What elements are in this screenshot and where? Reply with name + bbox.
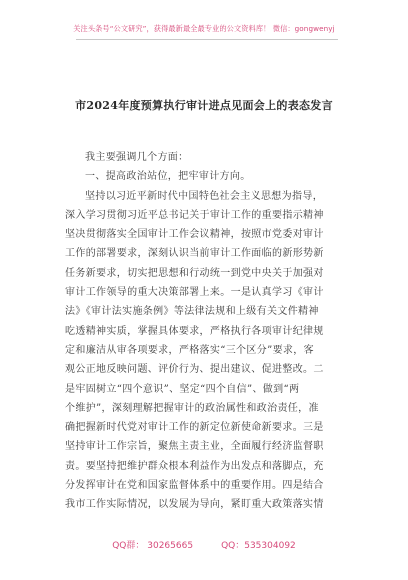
body-line: 一、提高政治站位，把牢审计方向。 — [85, 171, 251, 183]
footer-qq-group: QQ群： 30265665 — [112, 541, 194, 551]
body-line: 观公正地反映问题、评价行为、提出建议、促进整改。二 — [65, 364, 324, 376]
body-line: 我主要强调几个方面： — [85, 152, 189, 163]
footer — [0, 538, 408, 551]
header-divider — [76, 39, 338, 40]
document-body — [65, 148, 347, 515]
document-title: 市2024年度预算执行审计进点见面会上的表态发言 — [75, 99, 333, 112]
body-line: 坚决贯彻落实全国审计工作会议精神，按照市党委对审计 — [65, 229, 324, 241]
body-line: 工作的部署要求，深刻认识当前审计工作面临的新形势新 — [65, 248, 324, 260]
body-line: 法》《审计法实施条例》等法律法规和上级有关文件精神 — [65, 306, 319, 318]
body-line: 定和廉洁从审各项要求，严格落实“三个区分”要求，客 — [65, 344, 314, 356]
header-banner: 关注头条号“公文研究”，获得最新最全最专业的公文资料库！ 微信：gongwenyj — [73, 24, 335, 33]
body-line: 坚持审计工作宗旨，聚焦主责主业，全面履行经济监督职 — [65, 441, 324, 453]
body-line: 任务新要求，切实把思想和行动统一到党中央关于加强对 — [65, 267, 324, 279]
body-line: 确把握新时代党对审计工作的新定位新使命新要求。三是 — [65, 422, 324, 434]
body-line: 是牢固树立“四个意识”、坚定“四个自信”、做到“两 — [65, 383, 300, 395]
body-line: 吃透精神实质，掌握具体要求，严格执行各项审计纪律规 — [65, 325, 324, 337]
body-line: 坚持以习近平新时代中国特色社会主义思想为指导， — [85, 190, 324, 202]
body-line: 深入学习贯彻习近平总书记关于审计工作的重要指示精神 — [65, 209, 324, 221]
body-line: 审计工作领导的重大决策部署上来。一是认真学习《审计 — [65, 287, 324, 299]
body-line: 个维护”，深刻理解把握审计的政治属性和政治责任，准 — [65, 402, 319, 414]
body-line: 分发挥审计在党和国家监督体系中的重要作用。四是结合 — [65, 480, 324, 492]
footer-qq-contact: QQ：535304092 — [221, 541, 296, 551]
body-line: 责。要坚持把维护群众根本利益作为出发点和落脚点，充 — [65, 460, 324, 472]
body-line: 我市工作实际情况，以发展为导向，紧盯重大政策落实情 — [65, 499, 324, 511]
